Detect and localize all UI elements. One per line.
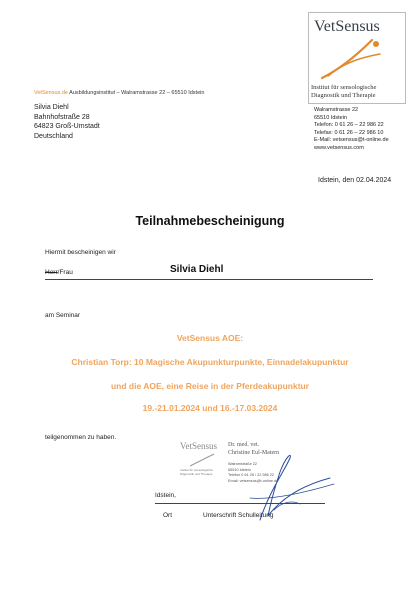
logo-tagline-2: Diagnostik und Therapie [311,92,376,99]
seminar-subtitle-1: Christian Torp: 10 Magische Akupunkturpunkte, Einnadelakupunktur [71,357,349,367]
return-address-text: Ausbildungsinstitut – Walramstrasse 22 – 65510 Idstein [67,90,205,96]
seminar-label: am Seminar [45,312,81,319]
salutation-rest: /Frau [57,269,73,276]
seminar-subtitle-2: und die AOE, eine Reise in der Pferdeakupunktur [110,381,310,391]
return-address-brand: VetSensus [34,90,61,96]
seminar-title: VetSensus AOE: [176,333,244,343]
seminar-dates: 19.-21.01.2024 und 16.-17.03.2024 [142,403,278,413]
return-address [34,90,204,96]
return-address-brand-suffix: .de [60,90,68,96]
logo-tagline-1: Institut für sensologische [311,84,377,91]
contact-fax: Telefax: 0 61 26 – 22 986 10 [314,129,384,136]
stamp-doctor-title: Dr. med. vet. [228,442,260,448]
logo-brand: VetSensus [314,18,380,35]
contact-email: E-Mail: vetsensus@t-online.de [314,137,389,144]
stamp-addr-city: 65510 Idstein [228,467,251,472]
stamp-addr-phone: Telefon 0 61 26 / 22 986 22 [228,473,275,477]
sender-contact [314,107,389,153]
swoosh-icon [318,34,398,82]
page-title: Teilnahmebescheinigung [135,214,285,228]
recipient-address [34,103,100,141]
stamp-doctor-name: Christine Eul-Matern [228,450,280,456]
stamp-addr-street: Walramstraße 22 [228,462,257,466]
salutation [45,269,73,276]
contact-city: 65510 Idstein [314,114,348,121]
recipient-street: Bahnhofstraße 28 [34,113,90,121]
stamp-tagline-1: Institut für sensologische [180,468,214,472]
place-label: Ort [163,512,173,519]
intro-text: Hiermit bescheinigen wir [45,249,116,256]
stamp-swoosh-icon [188,452,218,468]
stamp-tagline [180,468,230,476]
signature-label: Unterschrift Schulleitung [203,512,274,519]
logo-tagline [311,84,406,100]
stamp-tagline-2: Diagnostik und Therapie [180,472,213,476]
place-value: Idstein, [155,492,176,499]
contact-phone: Telefon: 0 61 26 – 22 986 22 [314,122,384,129]
recipient-city: 64823 Groß-Umstadt [34,123,100,130]
salutation-struck: Herr [45,269,58,276]
recipient-name: Silvia Diehl [34,104,69,111]
stamp-addr-email: Email: vetsensus@t-online.de [228,478,279,483]
taken-part-text: teilgenommen zu haben. [45,434,117,441]
participant-name: Silvia Diehl [170,264,224,275]
contact-web: www.vetsensus.com [314,144,364,151]
contact-street: Walramstrasse 22 [314,107,359,113]
signature-line [155,503,325,504]
document-date: Idstein, den 02.04.2024 [318,177,392,184]
stamp-brand: VetSensus [180,441,218,451]
name-underline [45,279,373,280]
recipient-country: Deutschland [34,132,73,140]
